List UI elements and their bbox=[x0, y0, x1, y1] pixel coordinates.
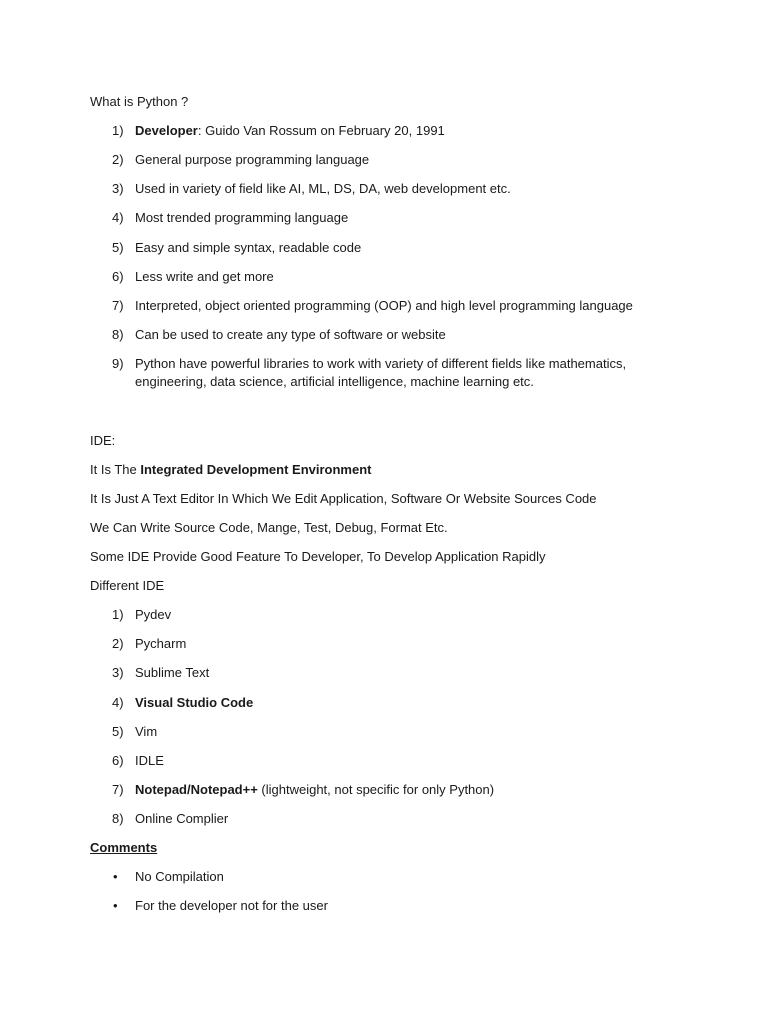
list-item: IDLE bbox=[135, 753, 164, 768]
ide-definition bbox=[90, 461, 372, 479]
list-number: 8) bbox=[112, 811, 124, 826]
section-heading-ide: IDE: bbox=[90, 433, 116, 448]
section-heading-comments: Comments bbox=[90, 840, 158, 855]
list-item: For the developer not for the user bbox=[135, 898, 328, 913]
list-number: 7) bbox=[112, 298, 124, 313]
list-item bbox=[135, 781, 494, 799]
list-item-text: (lightweight, not specific for only Python) bbox=[257, 782, 495, 797]
list-item: Online Complier bbox=[135, 811, 229, 826]
list-item: Easy and simple syntax, readable code bbox=[135, 240, 362, 255]
list-item: No Compilation bbox=[135, 869, 224, 884]
list-number: 7) bbox=[112, 782, 124, 797]
section-heading-python: What is Python ? bbox=[90, 94, 189, 109]
ide-definition-prefix: It Is The bbox=[90, 462, 141, 477]
ide-paragraph: We Can Write Source Code, Mange, Test, Debug, Format Etc. bbox=[90, 520, 448, 535]
list-item: Used in variety of field like AI, ML, DS, DA, web development etc. bbox=[135, 181, 511, 196]
list-item-bold: Visual Studio Code bbox=[135, 695, 254, 710]
list-number: 3) bbox=[112, 665, 124, 680]
list-item-bold: Notepad/Notepad++ bbox=[135, 782, 258, 797]
ide-list-heading: Different IDE bbox=[90, 578, 165, 593]
list-item-text: : Guido Van Rossum on February 20, 1991 bbox=[197, 123, 445, 138]
list-item-bold: Developer bbox=[135, 123, 198, 138]
list-item: Interpreted, object oriented programming (OOP) and high level programming language bbox=[135, 298, 633, 313]
list-item bbox=[135, 694, 253, 712]
list-item: Most trended programming language bbox=[135, 210, 349, 225]
bullet-icon: • bbox=[113, 869, 118, 884]
list-number: 4) bbox=[112, 210, 124, 225]
ide-definition-bold: Integrated Development Environment bbox=[140, 462, 372, 477]
list-number: 6) bbox=[112, 269, 124, 284]
list-number: 3) bbox=[112, 181, 124, 196]
list-item: Sublime Text bbox=[135, 665, 210, 680]
list-number: 9) bbox=[112, 356, 124, 371]
bullet-icon: • bbox=[113, 898, 118, 913]
list-number: 2) bbox=[112, 636, 124, 651]
list-item: Less write and get more bbox=[135, 269, 274, 284]
list-item: Pycharm bbox=[135, 636, 187, 651]
list-item: Pydev bbox=[135, 607, 172, 622]
list-number: 1) bbox=[112, 607, 124, 622]
list-item: General purpose programming language bbox=[135, 152, 370, 167]
list-item: Python have powerful libraries to work with variety of different fields like mathematics, engineering, data science, artificial intelligence, machine learning etc. bbox=[135, 356, 627, 389]
list-item bbox=[135, 122, 445, 140]
ide-paragraph: It Is Just A Text Editor In Which We Edit Application, Software Or Website Sources Code bbox=[90, 491, 597, 506]
list-item: Vim bbox=[135, 724, 158, 739]
list-item: Can be used to create any type of software or website bbox=[135, 327, 446, 342]
list-number: 5) bbox=[112, 240, 124, 255]
list-number: 6) bbox=[112, 753, 124, 768]
list-number: 8) bbox=[112, 327, 124, 342]
list-number: 4) bbox=[112, 695, 124, 710]
list-number: 1) bbox=[112, 123, 124, 138]
list-number: 5) bbox=[112, 724, 124, 739]
list-number: 2) bbox=[112, 152, 124, 167]
ide-paragraph: Some IDE Provide Good Feature To Developer, To Develop Application Rapidly bbox=[90, 549, 546, 564]
